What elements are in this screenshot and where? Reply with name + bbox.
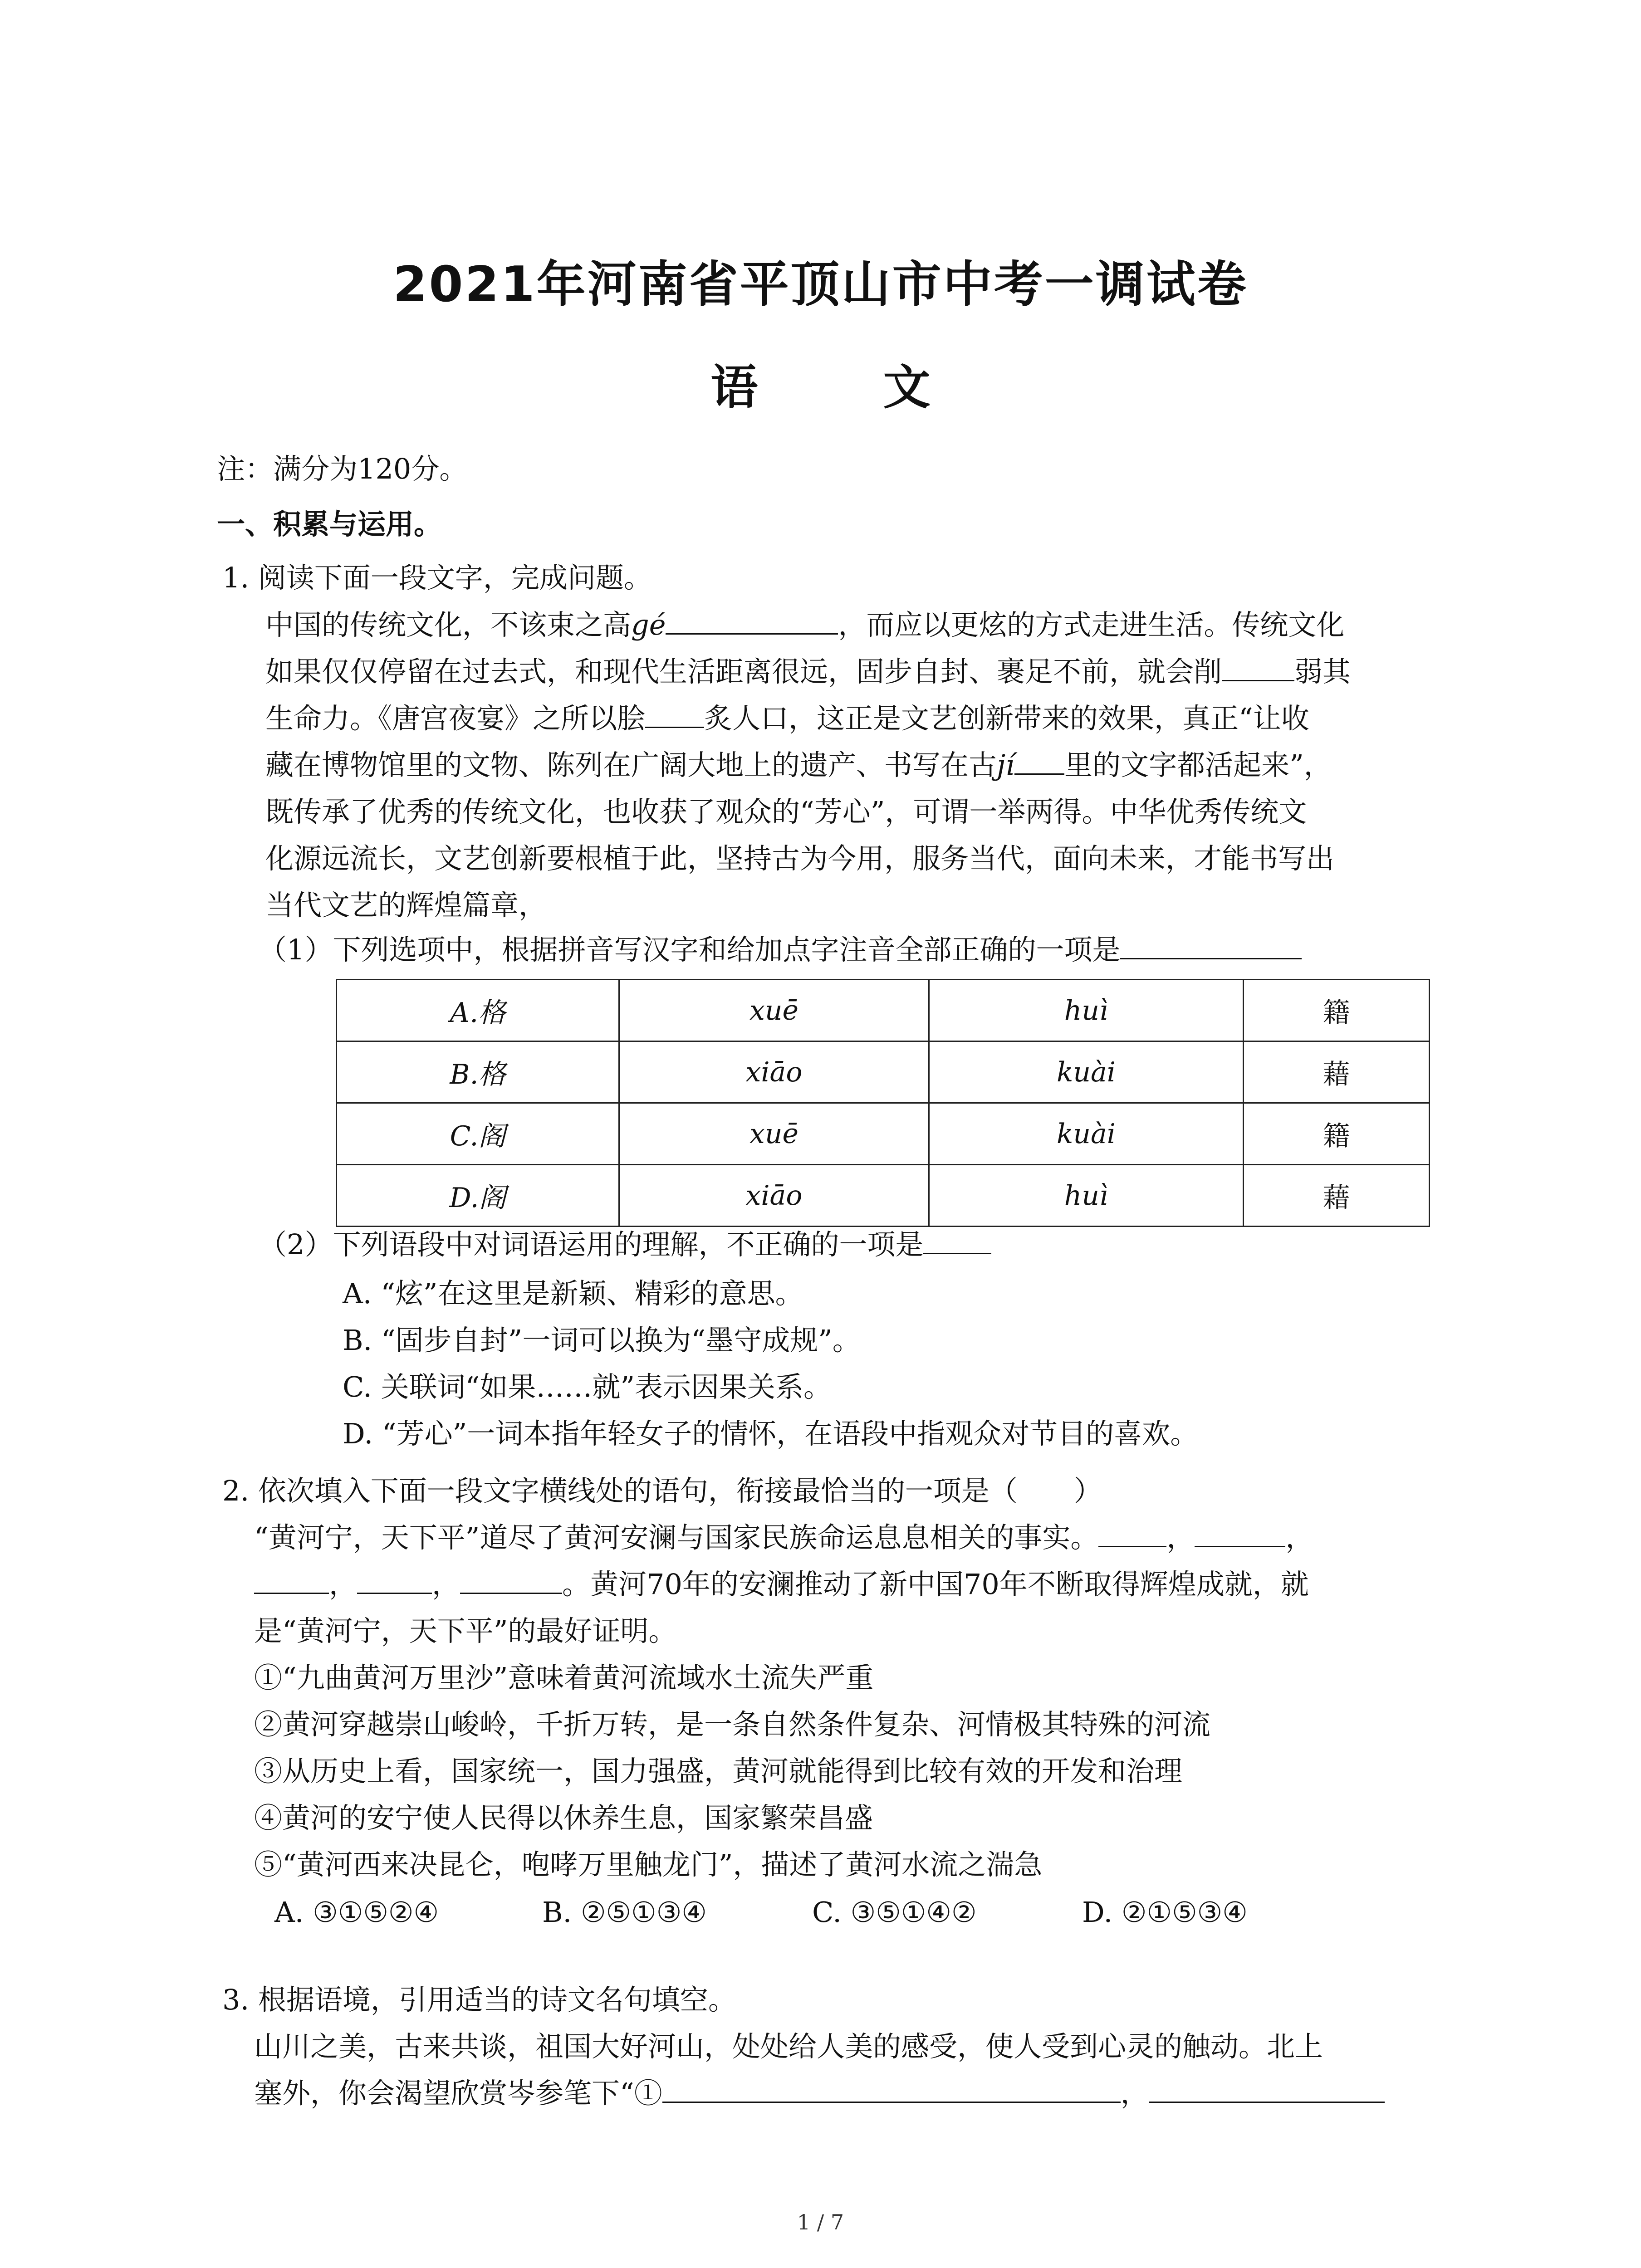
table-cell: huì [929, 1165, 1244, 1227]
q2-passage-line: ， ， 。黄河70年的安澜推动了新中国70年不断取得辉煌成就，就 [254, 1564, 1309, 1604]
q3-passage-line: 塞外，你会渴望欣赏岑参笔下“① ， [254, 2073, 1385, 2113]
q1-passage-line: 化源远流长，文艺创新要根植于此，坚持古为今用，服务当代，面向未来，才能书写出 [265, 842, 1335, 875]
choice-d: D. ②①⑤③④ [1082, 1896, 1248, 1929]
fill-blank[interactable] [662, 2074, 1121, 2103]
table-row [337, 1165, 1430, 1227]
answer-blank[interactable] [923, 1226, 991, 1254]
fill-blank[interactable] [1195, 1519, 1285, 1547]
q1-sub1: （1）下列选项中，根据拼音写汉字和给加点字注音全部正确的一项是 [259, 930, 1302, 970]
option-item: B. “固步自封”一词可以换为“墨守成规”。 [343, 1324, 861, 1357]
fill-blank[interactable] [1014, 746, 1064, 775]
q1-passage-line: 当代文艺的辉煌篇章， [265, 889, 547, 922]
fill-blank[interactable] [1222, 653, 1294, 681]
section-heading: 一、积累与运用。 [217, 508, 442, 541]
q1-sub2: （2）下列语段中对词语运用的理解，不正确的一项是 [259, 1225, 991, 1265]
q1-passage-line: 生命力。《唐宫夜宴》之所以脍 炙人口，这正是文艺创新带来的效果，真正“让收 [265, 699, 1309, 738]
q3-passage-line: 山川之美，古来共谈，祖国大好河山，处处给人美的感受，使人受到心灵的触动。北上 [254, 2030, 1323, 2063]
q1-passage-line: 中国的传统文化，不该束之高gé ，而应以更炫的方式走进生活。传统文化 [265, 605, 1344, 645]
sentence-item: ③从历史上看，国家统一，国力强盛，黄河就能得到比较有效的开发和治理 [254, 1755, 1183, 1788]
table-cell: xiāo [619, 1165, 929, 1227]
fill-blank[interactable] [1098, 1519, 1166, 1547]
choice-a: A. ③①⑤②④ [274, 1896, 439, 1929]
table-row [337, 980, 1430, 1041]
q1-passage-line: 如果仅仅停留在过去式，和现代生活距离很远，固步自封、裹足不前，就会削 弱其 [265, 652, 1351, 692]
fill-blank[interactable] [357, 1565, 432, 1594]
option-item: C. 关联词“如果……就”表示因果关系。 [343, 1370, 832, 1403]
table-cell: B.格 [337, 1041, 619, 1103]
fill-blank[interactable] [1149, 2074, 1385, 2103]
fill-blank[interactable] [460, 1565, 562, 1594]
option-item: D. “芳心”一词本指年轻女子的情怀，在语段中指观众对节目的喜欢。 [343, 1417, 1199, 1450]
table-cell: 籍 [1244, 1103, 1430, 1165]
sentence-item: ②黄河穿越崇山峻岭，千折万转，是一条自然条件复杂、河情极其特殊的河流 [254, 1708, 1211, 1741]
table-cell: xuē [619, 1103, 929, 1165]
sentence-item: ④黄河的安宁使人民得以休养生息，国家繁荣昌盛 [254, 1801, 873, 1834]
table-cell: 籍 [1244, 980, 1430, 1041]
fill-blank[interactable] [666, 606, 838, 635]
q2-stem: 2. 依次填入下面一段文字横线处的语句，衔接最恰当的一项是（ ） [222, 1474, 1102, 1507]
choice-c: C. ③⑤①④② [812, 1896, 977, 1929]
table-cell: 藉 [1244, 1165, 1430, 1227]
table-row [337, 1041, 1430, 1103]
q1-passage-line: 既传承了优秀的传统文化，也收获了观众的“芳心”，可谓一举两得。中华优秀传统文 [265, 795, 1307, 828]
q2-passage-line: “黄河宁，天下平”道尽了黄河安澜与国家民族命运息息相关的事实。 ， ， [254, 1518, 1313, 1558]
table-cell: xuē [619, 980, 929, 1041]
sentence-item: ①“九曲黄河万里沙”意味着黄河流域水土流失严重 [254, 1661, 874, 1694]
fill-blank[interactable] [645, 699, 704, 728]
q3-stem: 3. 根据语境，引用适当的诗文名句填空。 [222, 1983, 736, 2016]
subject-title: 语 文 [710, 360, 985, 415]
table-cell: kuài [929, 1103, 1244, 1165]
fill-blank[interactable] [254, 1565, 329, 1594]
score-note: 注：满分为120分。 [217, 452, 468, 485]
options-table [336, 979, 1430, 1227]
option-item: A. “炫”在这里是新颖、精彩的意思。 [343, 1277, 803, 1310]
table-cell: D.阁 [337, 1165, 619, 1227]
table-cell: kuài [929, 1041, 1244, 1103]
page-title: 2021年河南省平顶山市中考一调试卷 [393, 256, 1248, 313]
table-row [337, 1103, 1430, 1165]
q1-passage-line: 藏在博物馆里的文物、陈列在广阔大地上的遗产、书写在古jí 里的文字都活起来”， [265, 745, 1332, 785]
table-cell: C.阁 [337, 1103, 619, 1165]
table-cell: A.格 [337, 980, 619, 1041]
sentence-item: ⑤“黄河西来决昆仑，咆哮万里触龙门”，描述了黄河水流之湍急 [254, 1848, 1043, 1881]
answer-blank[interactable] [1120, 931, 1302, 959]
choice-b: B. ②⑤①③④ [542, 1896, 707, 1929]
table-cell: xiāo [619, 1041, 929, 1103]
q2-passage-line: 是“黄河宁，天下平”的最好证明。 [254, 1614, 677, 1647]
q1-stem: 1. 阅读下面一段文字，完成问题。 [222, 561, 652, 594]
table-cell: 藉 [1244, 1041, 1430, 1103]
page-number: 1 / 7 [797, 2210, 844, 2234]
table-cell: huì [929, 980, 1244, 1041]
